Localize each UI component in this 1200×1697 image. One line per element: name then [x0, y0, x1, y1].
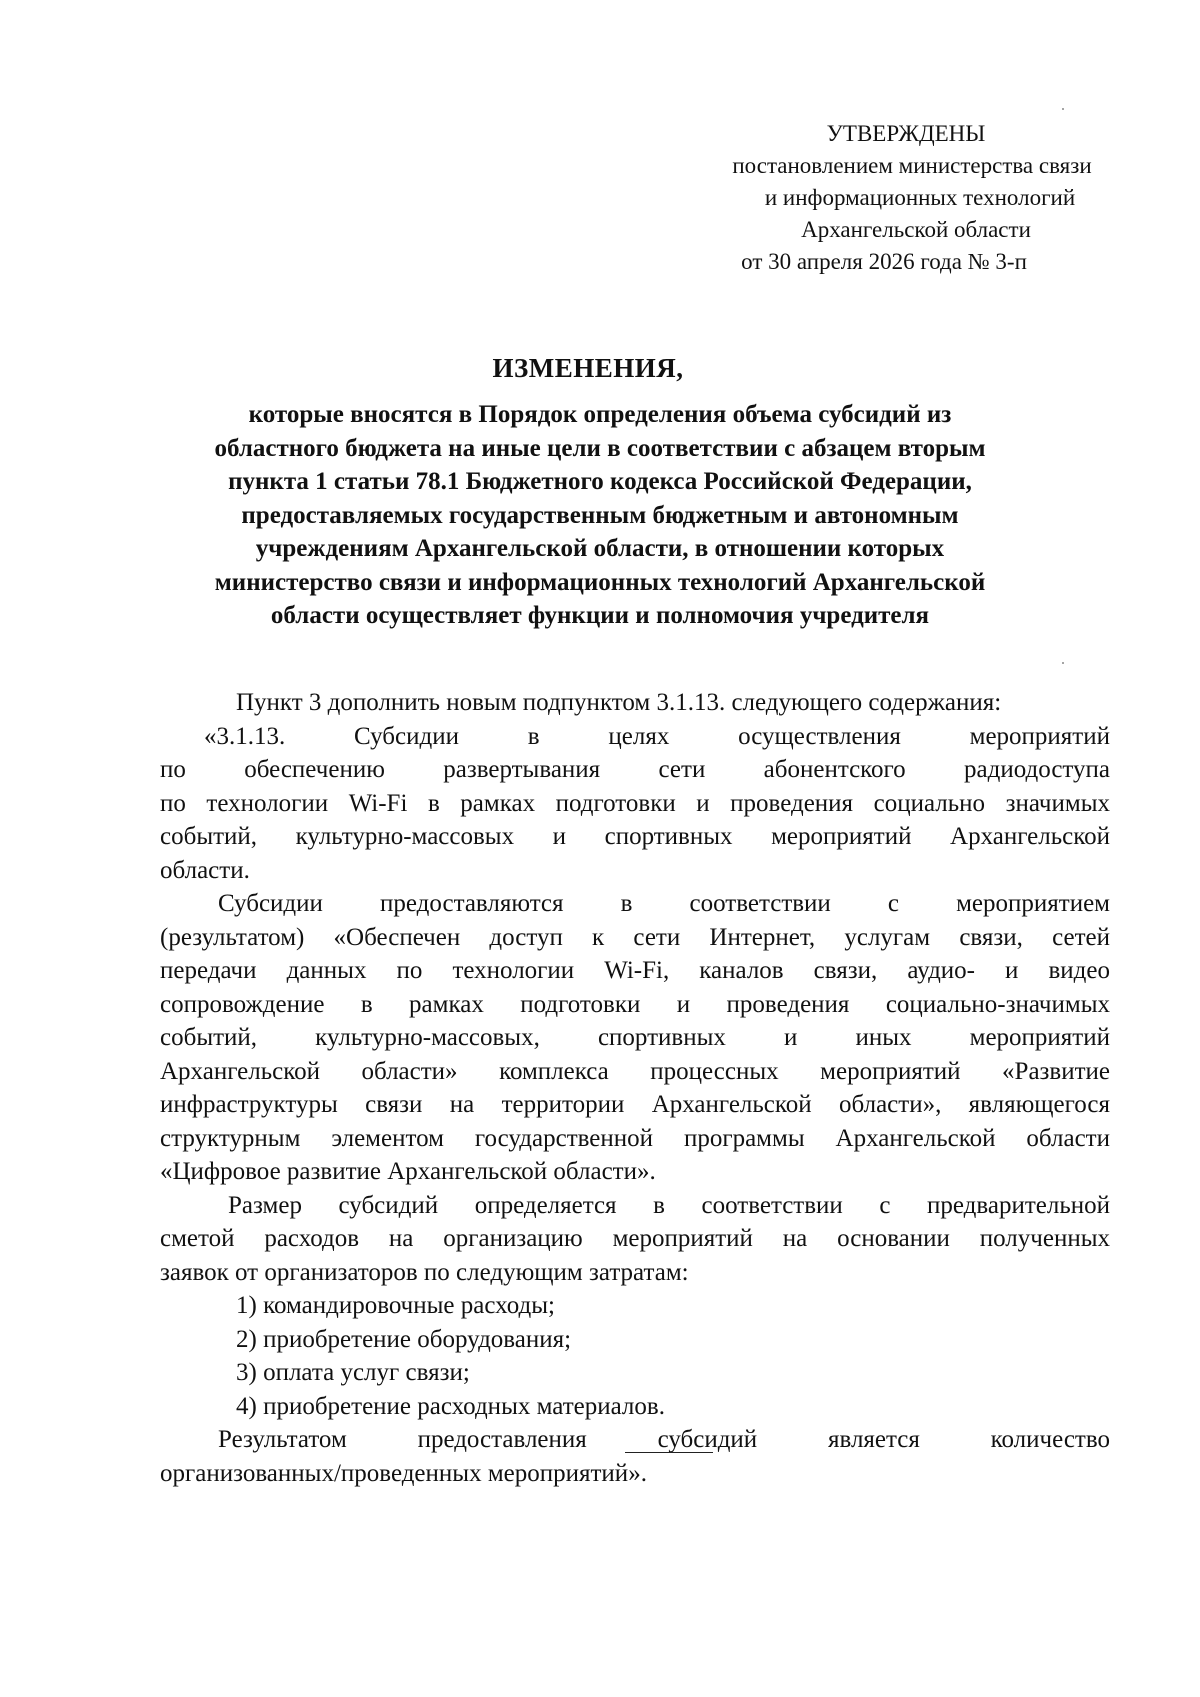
paragraph-line: заявок от организаторов по следующим затратам:: [160, 1258, 689, 1286]
paragraph-subsidy-provision: [160, 887, 1110, 1189]
approval-heading: УТВЕРЖДЕНЫ: [826, 121, 986, 146]
paragraph-line: области.: [160, 856, 250, 884]
paragraph-line: «Цифровое развитие Архангельской области».: [160, 1158, 656, 1185]
paragraph-line: структурным элементом государственной программы Архангельской области: [160, 1124, 1110, 1152]
list-item: 4) приобретение расходных материалов.: [236, 1392, 665, 1420]
subtitle-line: области осуществляет функции и полномочия учредителя: [270, 602, 930, 629]
paragraph-line: «3.1.13. Субсидии в целях осуществления мероприятий: [204, 722, 1110, 750]
paragraph-line: передачи данных по технологии Wi-Fi, каналов связи, аудио- и видео: [160, 957, 1110, 984]
paragraph-line: по технологии Wi-Fi в рамках подготовки и проведения социально значимых: [160, 789, 1110, 817]
paragraph-line: Субсидии предоставляются в соответствии с мероприятием: [218, 890, 1110, 917]
subtitle-line: учреждениям Архангельской области, в отношении которых: [255, 535, 945, 562]
scan-speck: [1062, 662, 1064, 664]
end-separator-line: [625, 1452, 713, 1453]
document-subtitle: [180, 398, 1020, 633]
paragraph-line: инфраструктуры связи на территории Архангельской области», являющегося: [160, 1091, 1110, 1118]
approval-date: от 30 апреля 2026 года № 3-п: [741, 249, 1027, 274]
document-body: [160, 686, 1110, 1490]
subtitle-line: министерство связи и информационных технологий Архангельской: [214, 568, 986, 596]
list-item: 2) приобретение оборудования;: [236, 1325, 572, 1353]
paragraph-line: событий, культурно-массовых и спортивных мероприятий Архангельской: [160, 823, 1110, 850]
paragraph-line: сметой расходов на организацию мероприятий на основании полученных: [160, 1225, 1110, 1252]
list-item: 3) оплата услуг связи;: [236, 1359, 470, 1386]
subtitle-line: пункта 1 статьи 78.1 Бюджетного кодекса Российской Федерации,: [228, 468, 972, 495]
paragraph-line: (результатом) «Обеспечен доступ к сети Интернет, услугам связи, сетей: [160, 923, 1110, 951]
subtitle-line: предоставляемых государственным бюджетным и автономным: [241, 501, 959, 529]
approval-line: Архангельской области: [801, 217, 1031, 242]
approval-block: [730, 118, 1130, 278]
paragraph-line: Размер субсидий определяется в соответствии с предварительной: [228, 1191, 1110, 1219]
paragraph-line: Архангельской области» комплекса процессных мероприятий «Развитие: [160, 1057, 1110, 1085]
paragraph-subsidy-definition: [160, 720, 1110, 888]
paragraph-line: организованных/проведенных мероприятий».: [160, 1459, 647, 1487]
paragraph-line: событий, культурно-массовых, спортивных и иных мероприятий: [160, 1024, 1110, 1051]
paragraph-line: Результатом предоставления субсидий является количество: [218, 1426, 1110, 1453]
subtitle-line: областного бюджета на иные цели в соответствии с абзацем вторым: [214, 434, 986, 462]
subtitle-line: которые вносятся в Порядок определения объема субсидий из: [248, 401, 952, 428]
paragraph-intro: Пункт 3 дополнить новым подпунктом 3.1.13. следующего содержания:: [236, 689, 1002, 716]
expense-list: [160, 1289, 1110, 1423]
paragraph-line: сопровождение в рамках подготовки и проведения социально-значимых: [160, 990, 1110, 1018]
paragraph-result: [160, 1423, 1110, 1490]
list-item: 1) командировочные расходы;: [236, 1292, 555, 1319]
approval-line: постановлением министерства связи: [732, 153, 1092, 178]
paragraph-line: по обеспечению развертывания сети абонентского радиодоступа: [160, 756, 1110, 783]
approval-line: и информационных технологий: [764, 185, 1076, 210]
scan-speck: [1062, 108, 1064, 110]
paragraph-subsidy-size: [160, 1189, 1110, 1290]
document-title: ИЗМЕНЕНИЯ,: [492, 353, 684, 383]
